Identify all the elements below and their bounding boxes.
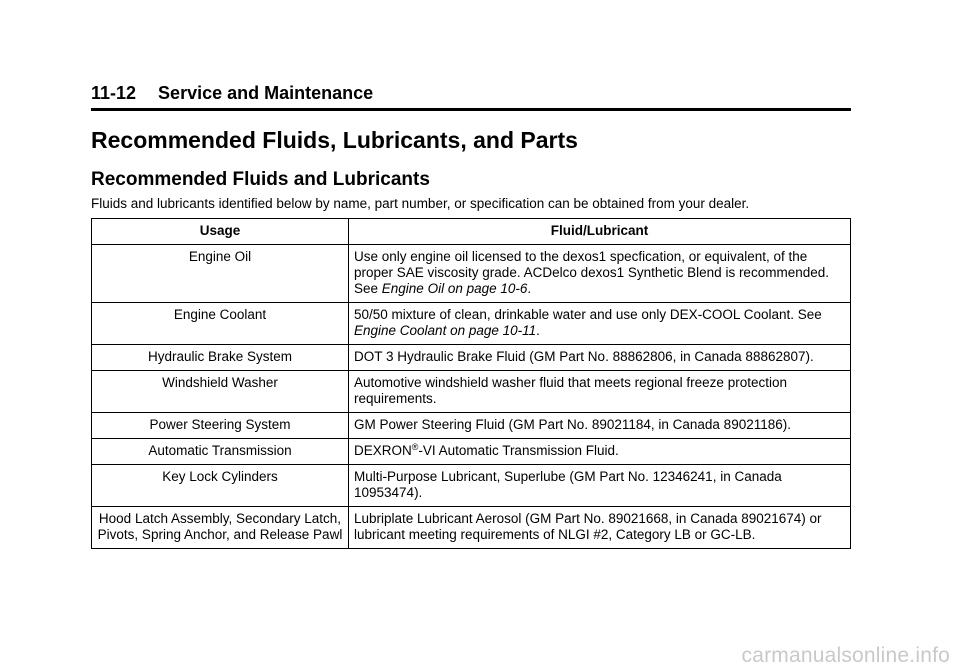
fluids-table — [91, 218, 851, 549]
fluid-text-end: -VI Automatic Transmission Fluid. — [418, 443, 619, 458]
page-number: 11-12 — [91, 83, 137, 103]
page-title: Recommended Fluids, Lubricants, and Parts — [91, 127, 578, 153]
table-header-row — [92, 219, 851, 245]
usage-cell: Engine Oil — [92, 245, 349, 303]
fluid-cell — [349, 245, 851, 303]
table-row — [92, 413, 851, 439]
page-reference-link[interactable]: Engine Oil on page 10-6 — [381, 281, 528, 296]
table-row — [92, 507, 851, 549]
fluid-cell: Multi-Purpose Lubricant, Superlube (GM Part No. 12346241, in Canada 10953474). — [354, 469, 782, 500]
usage-cell: Hood Latch Assembly, Secondary Latch, Pivots, Spring Anchor, and Release Pawl — [92, 507, 349, 549]
fluid-text-end: . — [527, 281, 532, 296]
fluid-cell: GM Power Steering Fluid (GM Part No. 89021184, in Canada 89021186). — [354, 417, 791, 432]
fluid-cell — [349, 439, 851, 465]
usage-cell: Automatic Transmission — [92, 439, 349, 465]
section-subtitle: Recommended Fluids and Lubricants — [91, 169, 430, 190]
section-name: Service and Maintenance — [158, 83, 374, 103]
watermark-text: carmanualsonline.info — [741, 644, 950, 667]
fluid-cell: Automotive windshield washer fluid that meets regional freeze protection requirements. — [354, 375, 787, 406]
manual-page — [91, 0, 851, 672]
table-row — [92, 439, 851, 465]
fluid-cell: DOT 3 Hydraulic Brake Fluid (GM Part No. 88862806, in Canada 88862807). — [354, 349, 814, 364]
usage-cell: Key Lock Cylinders — [92, 465, 349, 507]
usage-cell: Windshield Washer — [92, 371, 349, 413]
fluid-text-end: . — [536, 323, 540, 338]
fluid-text: 50/50 mixture of clean, drinkable water and use only DEX-COOL Coolant. See — [354, 307, 822, 322]
intro-paragraph: Fluids and lubricants identified below by name, part number, or specification can be obtained from your dealer. — [91, 196, 750, 211]
table-row — [92, 465, 851, 507]
fluid-cell — [349, 303, 851, 345]
fluid-cell: Lubriplate Lubricant Aerosol (GM Part No. 89021668, in Canada 89021674) or lubricant meeting requirements of NLGI #2, Category LB or GC-LB. — [354, 511, 822, 542]
registered-mark: ® — [411, 442, 419, 452]
column-header-fluid: Fluid/Lubricant — [550, 223, 649, 238]
usage-cell: Hydraulic Brake System — [92, 345, 349, 371]
running-header — [91, 82, 851, 111]
usage-cell: Engine Coolant — [92, 303, 349, 345]
usage-cell: Power Steering System — [92, 413, 349, 439]
column-header-usage: Usage — [92, 219, 349, 245]
table-row — [92, 345, 851, 371]
table-row — [92, 303, 851, 345]
table-row — [92, 245, 851, 303]
table-row — [92, 371, 851, 413]
page-reference-link[interactable]: Engine Coolant on page 10-11 — [354, 323, 537, 338]
fluid-text: DEXRON — [354, 443, 412, 458]
fluid-text: Use only engine oil licensed to the dexos1 specfication, or equivalent, of the proper SAE viscosity grade. ACDelco dexos1 Synthetic Blend is recommended. See — [354, 249, 829, 296]
